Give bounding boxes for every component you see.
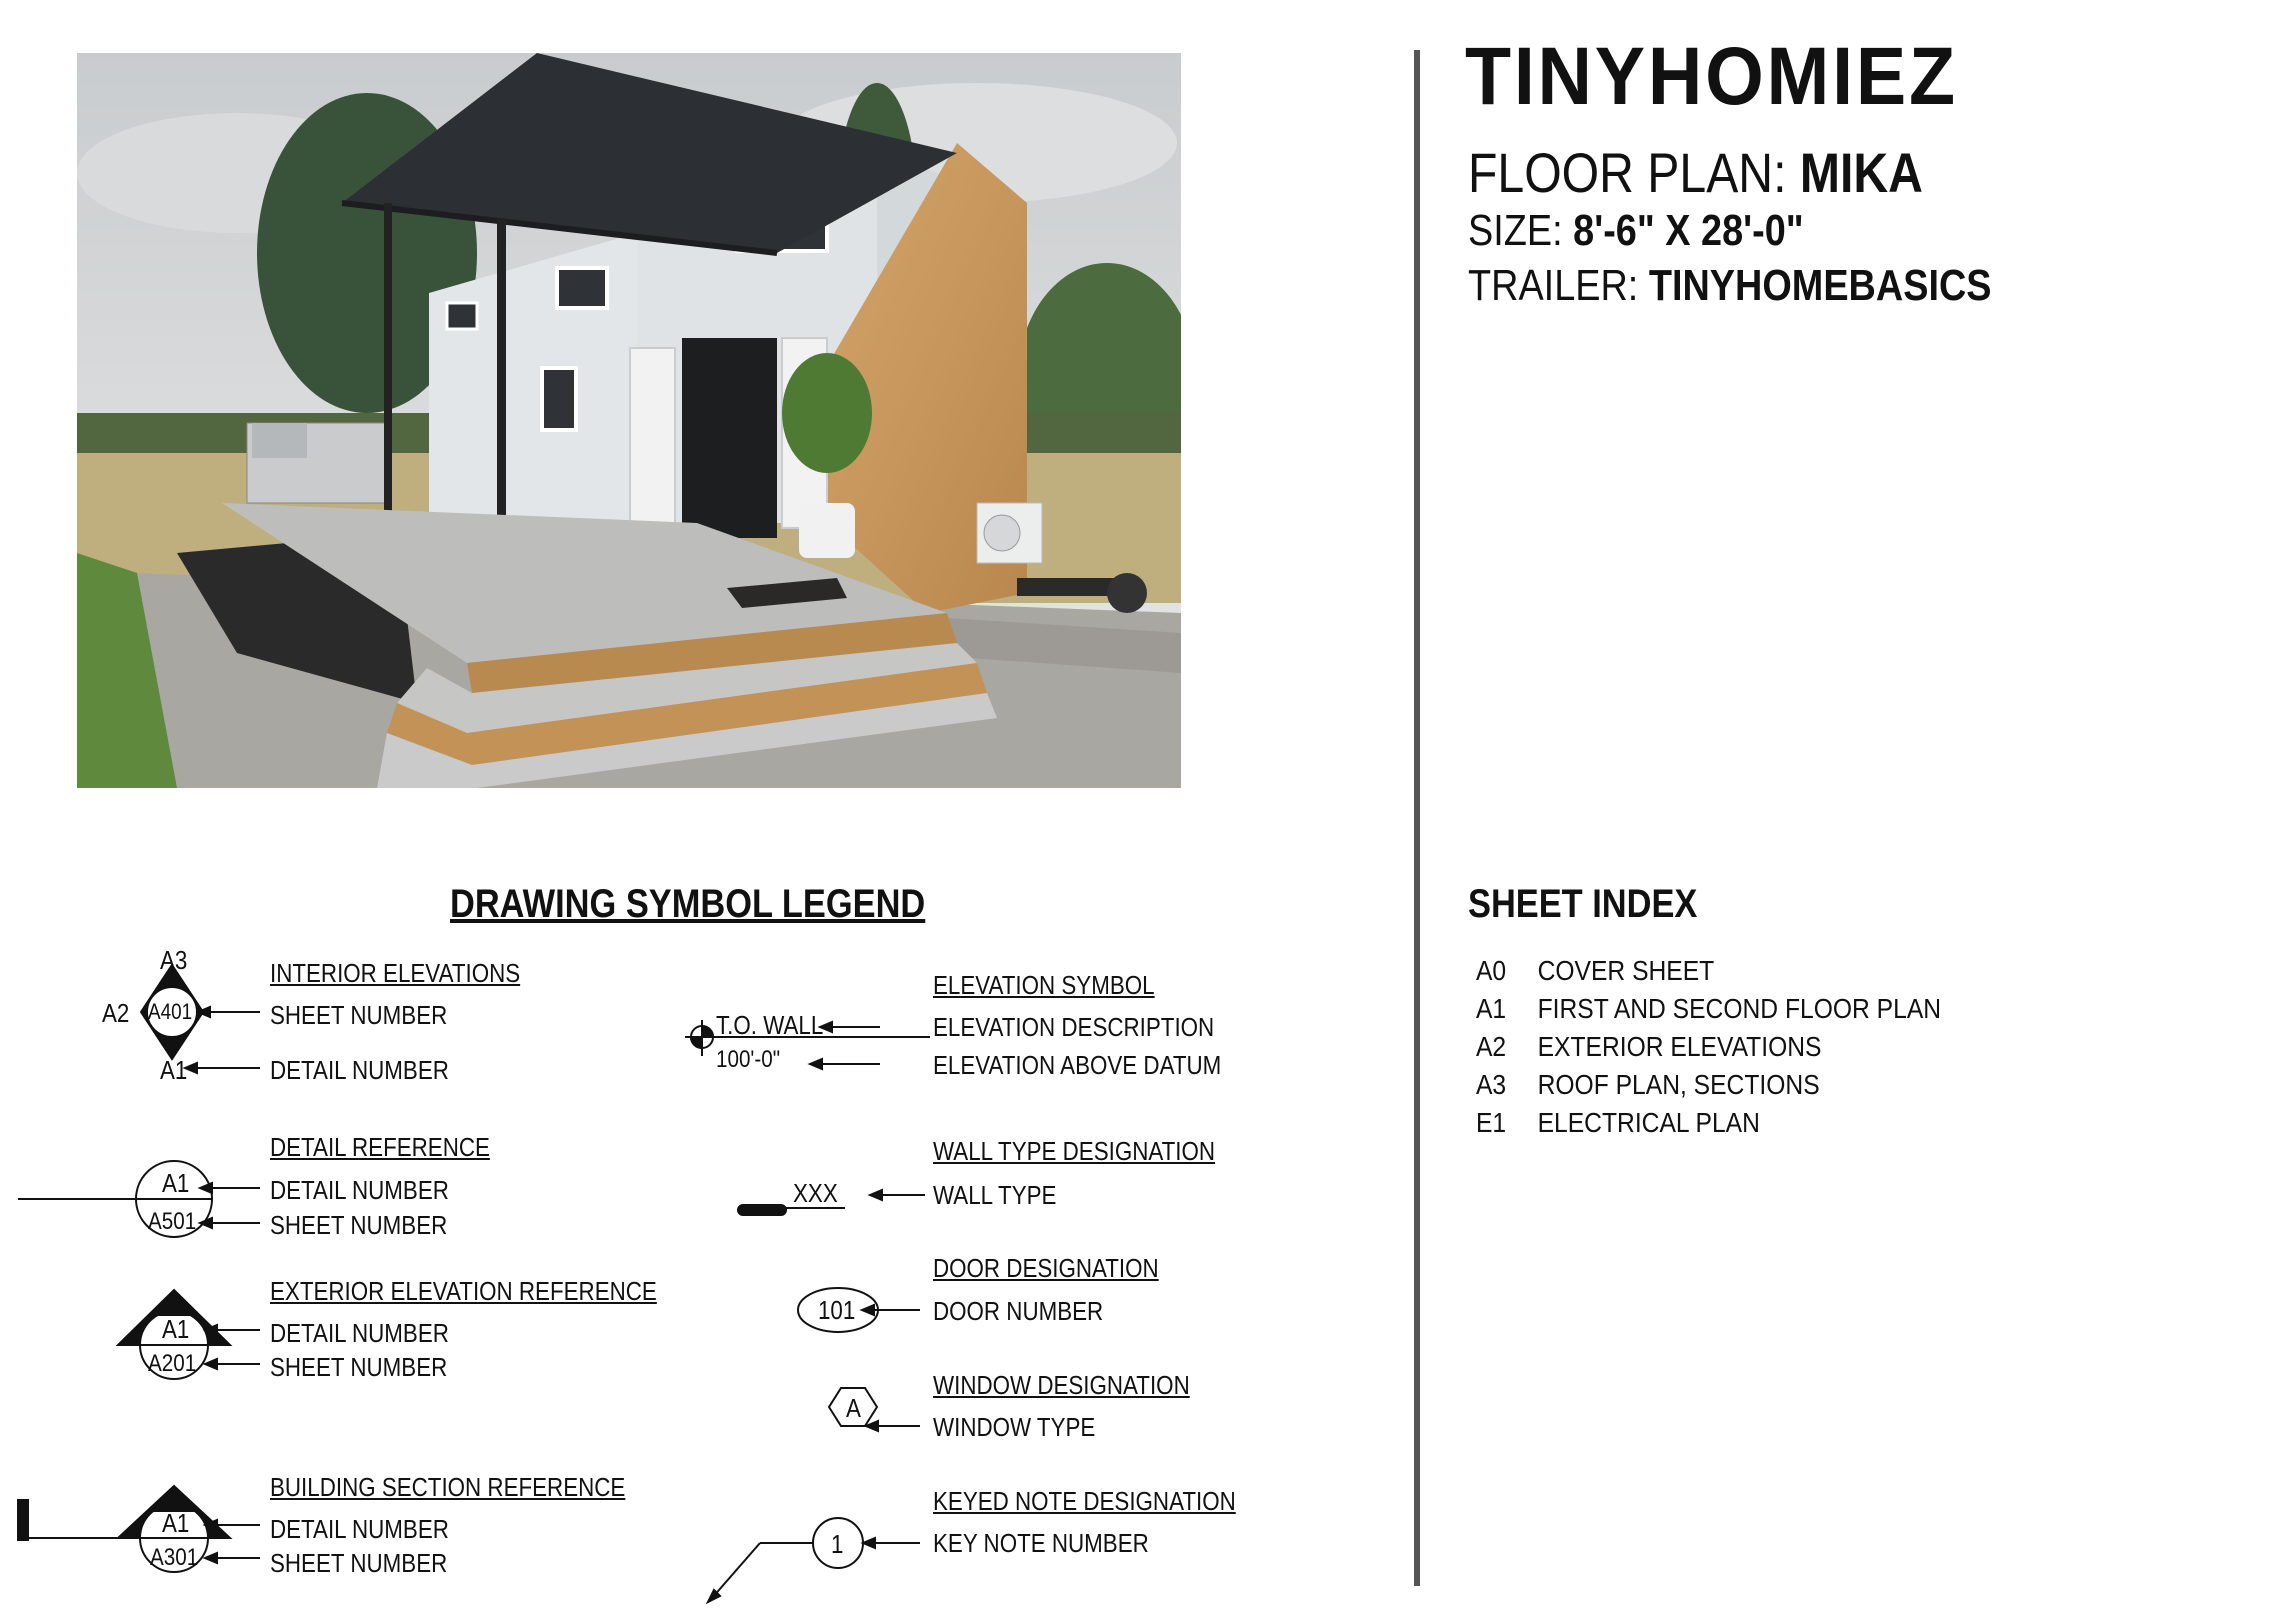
elevation-sym-desc: T.O. WALL [716, 1010, 824, 1040]
door-line1: DOOR NUMBER [933, 1296, 1104, 1326]
detail-sym-top: A1 [162, 1168, 190, 1198]
trailer-value: TINYHOMEBASICS [1648, 261, 1992, 310]
floor-plan-label: FLOOR PLAN: [1468, 141, 1787, 204]
window-sym: A [846, 1393, 861, 1423]
interior-heading: INTERIOR ELEVATIONS [270, 958, 521, 988]
elevation-heading: ELEVATION SYMBOL [933, 970, 1155, 1000]
keyed-heading: KEYED NOTE DESIGNATION [933, 1486, 1236, 1516]
trailer-label: TRAILER: [1468, 261, 1639, 310]
detail-heading: DETAIL REFERENCE [270, 1132, 490, 1162]
interior-sym-center: A401 [148, 999, 193, 1024]
sheet-code: A2 [1476, 1031, 1507, 1062]
exterior-line2: SHEET NUMBER [270, 1352, 448, 1382]
section-sym-bottom: A301 [150, 1544, 199, 1571]
door-sym: 101 [818, 1295, 856, 1325]
sheet-name: ROOF PLAN, SECTIONS [1537, 1069, 1820, 1100]
section-line2: SHEET NUMBER [270, 1548, 448, 1578]
detail-reference-symbol [18, 1161, 260, 1237]
wall-line1: WALL TYPE [933, 1180, 1057, 1210]
elevation-line1: ELEVATION DESCRIPTION [933, 1012, 1215, 1042]
sheet-name: COVER SHEET [1537, 955, 1715, 986]
brand-title: TINYHOMIEZ [1465, 31, 1958, 122]
sheet-index-title: SHEET INDEX [1468, 882, 1698, 926]
interior-sym-left: A2 [102, 998, 130, 1028]
section-sym-top: A1 [162, 1508, 190, 1538]
keyed-line1: KEY NOTE NUMBER [933, 1528, 1149, 1558]
interior-line2: DETAIL NUMBER [270, 1055, 449, 1085]
sheet-name: EXTERIOR ELEVATIONS [1537, 1031, 1822, 1062]
elevation-sym-value: 100'-0" [716, 1046, 781, 1073]
section-line1: DETAIL NUMBER [270, 1514, 449, 1544]
sheet-name: ELECTRICAL PLAN [1537, 1107, 1760, 1138]
legend-title: DRAWING SYMBOL LEGEND [450, 882, 926, 926]
window-line1: WINDOW TYPE [933, 1412, 1096, 1442]
sheet-code: E1 [1476, 1107, 1507, 1138]
wall-heading: WALL TYPE DESIGNATION [933, 1136, 1216, 1166]
exterior-sym-bottom: A201 [148, 1350, 197, 1377]
keyed-note-symbol [708, 1518, 920, 1602]
sheet-code: A3 [1476, 1069, 1507, 1100]
sheet-code: A1 [1476, 993, 1507, 1024]
interior-line1: SHEET NUMBER [270, 1000, 448, 1030]
sheet-name: FIRST AND SECOND FLOOR PLAN [1537, 993, 1942, 1024]
interior-sym-top: A3 [160, 945, 188, 975]
keyed-sym: 1 [831, 1529, 844, 1559]
window-symbol [829, 1388, 920, 1431]
detail-sym-bottom: A501 [148, 1208, 197, 1235]
elevation-line2: ELEVATION ABOVE DATUM [933, 1050, 1222, 1080]
exterior-sym-top: A1 [162, 1314, 190, 1344]
interior-sym-bottom: A1 [160, 1055, 188, 1085]
detail-line2: SHEET NUMBER [270, 1210, 448, 1240]
exterior-line1: DETAIL NUMBER [270, 1318, 449, 1348]
size-label: SIZE: [1468, 206, 1563, 255]
exterior-heading: EXTERIOR ELEVATION REFERENCE [270, 1276, 657, 1306]
building-section-symbol [18, 1486, 260, 1572]
window-heading: WINDOW DESIGNATION [933, 1370, 1190, 1400]
size-value: 8'-6" X 28'-0" [1573, 206, 1804, 255]
door-symbol [798, 1288, 920, 1332]
detail-line1: DETAIL NUMBER [270, 1175, 449, 1205]
sheet-code: A0 [1476, 955, 1507, 986]
wall-sym: XXX [793, 1178, 838, 1208]
door-heading: DOOR DESIGNATION [933, 1253, 1159, 1283]
section-heading: BUILDING SECTION REFERENCE [270, 1472, 626, 1502]
floor-plan-value: MIKA [1799, 141, 1923, 204]
